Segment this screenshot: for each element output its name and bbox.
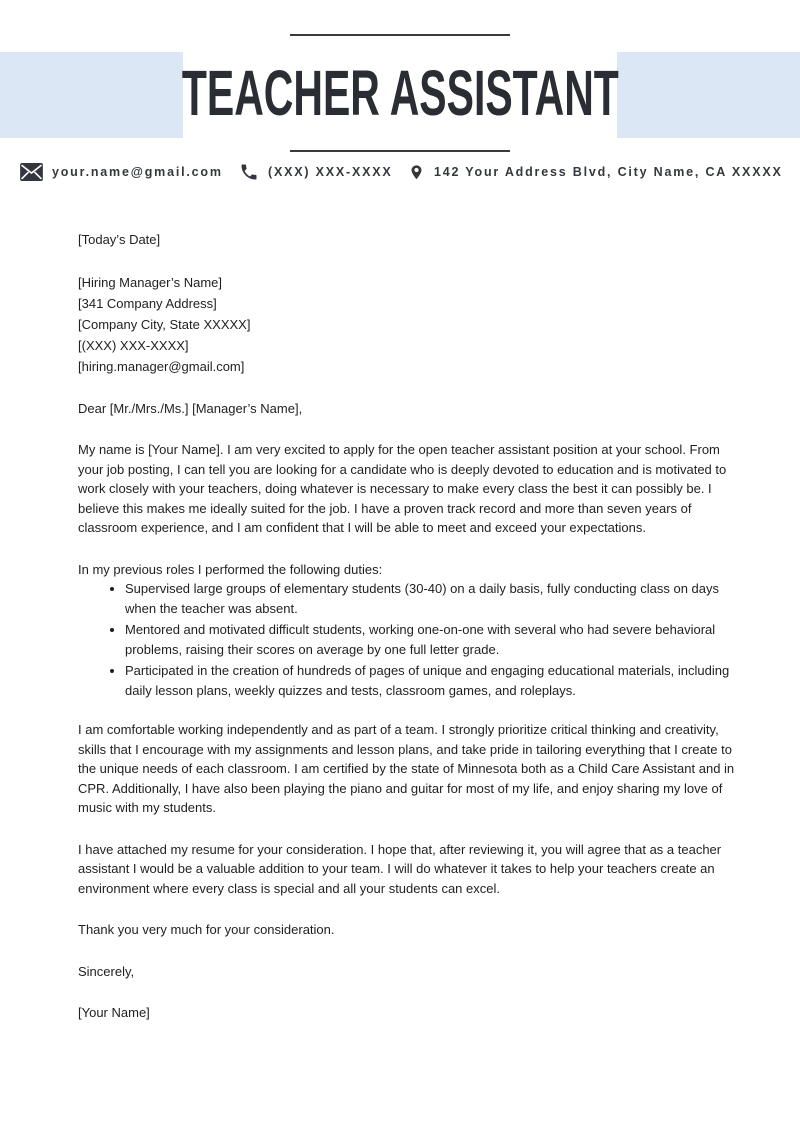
header-divider-bottom (290, 150, 510, 152)
location-pin-icon (408, 161, 425, 184)
skills-paragraph: I am comfortable working independently and as part of a team. I strongly prioritize critical thinking and creativity, skills that I encourage with my assignments and lesson plans, and take pride in tailoring everything that I create to the unique needs of each classroom. I am certified by the state of Minnesota both as a Child Care Assistant and in CPR. Additionally, I have also been playing the piano and guitar for most of my life, and enjoy sharing my love of music with my students. (78, 722, 735, 815)
contact-phone-group (239, 157, 393, 187)
page-title (0, 57, 800, 129)
recipient-line: [hiring.manager@gmail.com] (78, 358, 245, 374)
thanks-line: Thank you very much for your consideration. (78, 922, 335, 937)
duties-lead: In my previous roles I performed the following duties: (78, 561, 383, 577)
contact-address: 142 Your Address Blvd, City Name, CA XXXXX (434, 165, 783, 179)
duty-item: • Supervised large groups of elementary students (30-40) on a daily basis, fully conducting class on days when the teacher was absent. (125, 579, 748, 618)
duty-item: • Mentored and motivated difficult students, working one-on-one with several who had severe behavioral problems, raising their scores on average by one full letter grade. (125, 620, 748, 659)
contact-bar (0, 157, 800, 187)
page-title-text: TEACHER ASSISTANT (181, 57, 619, 129)
contact-address-group (408, 157, 783, 187)
contact-email-group (20, 157, 223, 187)
signoff: Sincerely, (78, 963, 135, 979)
recipient-line: [Hiring Manager’s Name] (78, 274, 223, 290)
envelope-icon (20, 163, 43, 181)
date-line: [Today’s Date] (78, 232, 161, 247)
contact-email: your.name@gmail.com (52, 165, 223, 179)
recipient-block (78, 272, 748, 377)
signature: [Your Name] (78, 1005, 150, 1020)
recipient-line: [Company City, State XXXXX] (78, 316, 251, 332)
phone-icon (239, 162, 259, 182)
duty-item: • Participated in the creation of hundreds of pages of unique and engaging educational materials, including daily lesson plans, weekly quizzes and tests, classroom games, and roleplays. (125, 661, 748, 700)
recipient-line: [(XXX) XXX-XXXX] (78, 337, 189, 353)
recipient-line: [341 Company Address] (78, 295, 217, 311)
salutation: Dear [Mr./Mrs./Ms.] [Manager’s Name], (78, 400, 303, 416)
contact-phone: (XXX) XXX-XXXX (268, 165, 393, 179)
duties-list (78, 579, 748, 700)
letter-body (78, 230, 748, 1045)
intro-paragraph: My name is [Your Name]. I am very excited to apply for the open teacher assistant position at your school. From your job posting, I can tell you are looking for a candidate who is deeply devoted to education and is motivated to work closely with your teachers, doing whatever is necessary to make every class the best it can possibly be. I believe this makes me ideally suited for the job. I have a proven track record and more than seven years of classroom experience, and I am confident that I will be able to meet and exceed your expectations. (78, 442, 727, 535)
closing-paragraph: I have attached my resume for your consideration. I hope that, after reviewing it, you will agree that as a teacher assistant I would be a valuable addition to your team. I will do whatever it takes to help your teachers create an environment where every class is special and all your students can excel. (78, 841, 722, 896)
header-divider-top (290, 34, 510, 36)
